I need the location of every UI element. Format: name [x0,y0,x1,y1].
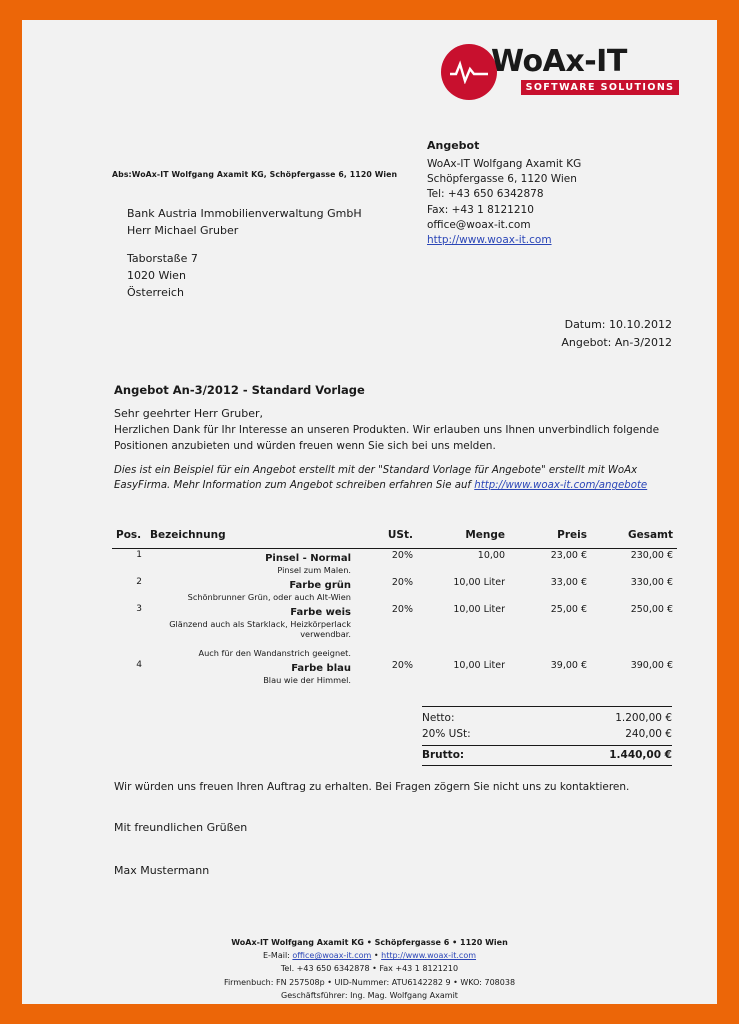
recipient-city: 1020 Wien [127,269,186,283]
note-link[interactable]: http://www.woax-it.com/angebote [474,480,648,492]
logo-mark-icon [441,44,497,100]
cell-ust: 20% [391,550,413,561]
total-ust-row [422,727,672,746]
cell-description [146,549,355,577]
table-row [112,603,677,659]
company-logo [441,42,681,104]
cell-pos: 3 [136,604,142,614]
document-meta [561,316,672,351]
item-name: Farbe weis [290,607,351,618]
cell-pos: 2 [136,577,142,587]
cell-preis: 39,00 € [550,660,587,671]
cell-gesamt: 250,00 € [630,604,673,615]
ust-label: 20% USt: [422,727,471,740]
total-netto-row [422,711,672,727]
line-items-table [112,525,677,686]
header-gesamt: Gesamt [591,525,677,549]
note-paragraph [114,463,676,494]
totals-block [422,706,672,766]
signature-name: Max Mustermann [114,864,210,877]
document-number: Angebot: An-3/2012 [561,335,672,349]
footer-separator: • [371,951,382,961]
cell-menge: 10,00 Liter [453,604,505,615]
footer-line-3: Tel. +43 650 6342878 • Fax +43 1 8121210 [280,964,459,974]
table-row [112,576,677,603]
recipient-person: Herr Michael Gruber [127,224,239,238]
table-row [112,549,677,577]
footer-website-link[interactable]: http://www.woax-it.com [381,951,477,961]
cell-menge: 10,00 [477,550,505,561]
regards-line: Mit freundlichen Grüßen [114,821,248,834]
cell-ust: 20% [391,604,413,615]
recipient-company: Bank Austria Immobilienverwaltung GmbH [127,207,362,220]
pulse-icon [449,60,489,84]
invoice-page [22,20,717,1004]
footer-line-2 [22,949,717,962]
footer-line-1: WoAx-IT Wolfgang Axamit KG • Schöpfergasse 6 • 1120 Wien [231,938,508,947]
logo-text: WoAx-IT [491,44,627,79]
header-menge: Menge [417,525,509,549]
cell-pos: 1 [136,550,142,560]
brutto-value: 1.440,00 € [609,748,672,761]
recipient-country: Österreich [127,286,184,300]
intro-paragraph: Herzlichen Dank für Ihr Interesse an unseren Produkten. Wir erlauben uns Ihnen unverbindlich folgende Positionen anzubieten und würden freuen wenn Sie sich bei uns melden. [114,424,660,452]
note-text: Dies ist ein Beispiel für ein Angebot erstellt mit der "Standard Vorlage für Angebote" erstellt mit WoAx EasyFirma. Mehr Information zum Angebot schreiben erfahren Sie auf [114,465,638,492]
footer-email-link[interactable]: office@woax-it.com [292,951,372,961]
cell-menge: 10,00 Liter [453,660,505,671]
cell-pos: 4 [136,660,142,670]
cell-description [146,576,355,603]
item-name: Farbe blau [291,663,351,674]
table-header-row [112,525,677,549]
item-sub-2: Auch für den Wandanstrich geeignet. [198,648,351,658]
cell-ust: 20% [391,660,413,671]
cell-preis: 25,00 € [550,604,587,615]
closing-paragraph: Wir würden uns freuen Ihren Auftrag zu erhalten. Bei Fragen zögern Sie nicht uns zu kontaktieren. [114,781,630,793]
header-pos: Pos. [112,525,146,549]
header-preis: Preis [509,525,591,549]
sender-email: office@woax-it.com [427,218,531,231]
footer-line-4: Firmenbuch: FN 257508p • UID-Nummer: ATU6142282 9 • WKO: 708038 [223,977,516,987]
ust-value: 240,00 € [625,727,672,740]
cell-menge: 10,00 Liter [453,577,505,588]
table-row [112,659,677,686]
cell-description [146,659,355,686]
cell-gesamt: 330,00 € [630,577,673,588]
item-name: Farbe grün [289,580,351,591]
footer-line-5: Geschäftsführer: Ing. Mag. Wolfgang Axamit [281,990,458,1000]
sender-street: Schöpfergasse 6, 1120 Wien [427,173,577,186]
cell-description [146,603,355,659]
logo-subtitle: SOFTWARE SOLUTIONS [521,80,679,95]
sender-website-link[interactable]: http://www.woax-it.com [427,234,552,247]
brutto-label: Brutto: [422,748,465,761]
netto-label: Netto: [422,712,455,724]
cell-preis: 23,00 € [550,550,587,561]
item-sub: Blau wie der Himmel. [263,675,351,685]
sender-tel: Tel: +43 650 6342878 [427,188,544,201]
cell-ust: 20% [391,577,413,588]
total-brutto-row [422,746,672,767]
item-sub: Schönbrunner Grün, oder auch Alt-Wien [187,592,351,602]
header-bezeichnung: Bezeichnung [146,525,355,549]
document-type-label: Angebot [427,139,480,152]
document-date: Datum: 10.10.2012 [564,318,672,331]
footer-email-label: E-Mail: [262,951,293,961]
item-sub: Pinsel zum Malen. [277,565,351,575]
cell-preis: 33,00 € [550,577,587,588]
item-sub: Glänzend auch als Starklack, Heizkörperlack verwendbar. [169,619,351,639]
sender-block [427,138,581,248]
header-ust: USt. [355,525,417,549]
sender-fax: Fax: +43 1 8121210 [427,203,534,216]
item-name: Pinsel - Normal [265,553,351,564]
recipient-block [127,205,362,301]
page-title: Angebot An-3/2012 - Standard Vorlage [114,383,365,397]
cell-gesamt: 390,00 € [630,660,673,671]
recipient-street: Taborstaße 7 [127,252,198,266]
page-footer [22,936,717,1002]
netto-value: 1.200,00 € [615,712,672,724]
salutation: Sehr geehrter Herr Gruber, [114,407,264,420]
sender-company: WoAx-IT Wolfgang Axamit KG [427,157,582,170]
cell-gesamt: 230,00 € [630,550,673,561]
return-address-line: Abs:WoAx-IT Wolfgang Axamit KG, Schöpfergasse 6, 1120 Wien [112,170,398,179]
